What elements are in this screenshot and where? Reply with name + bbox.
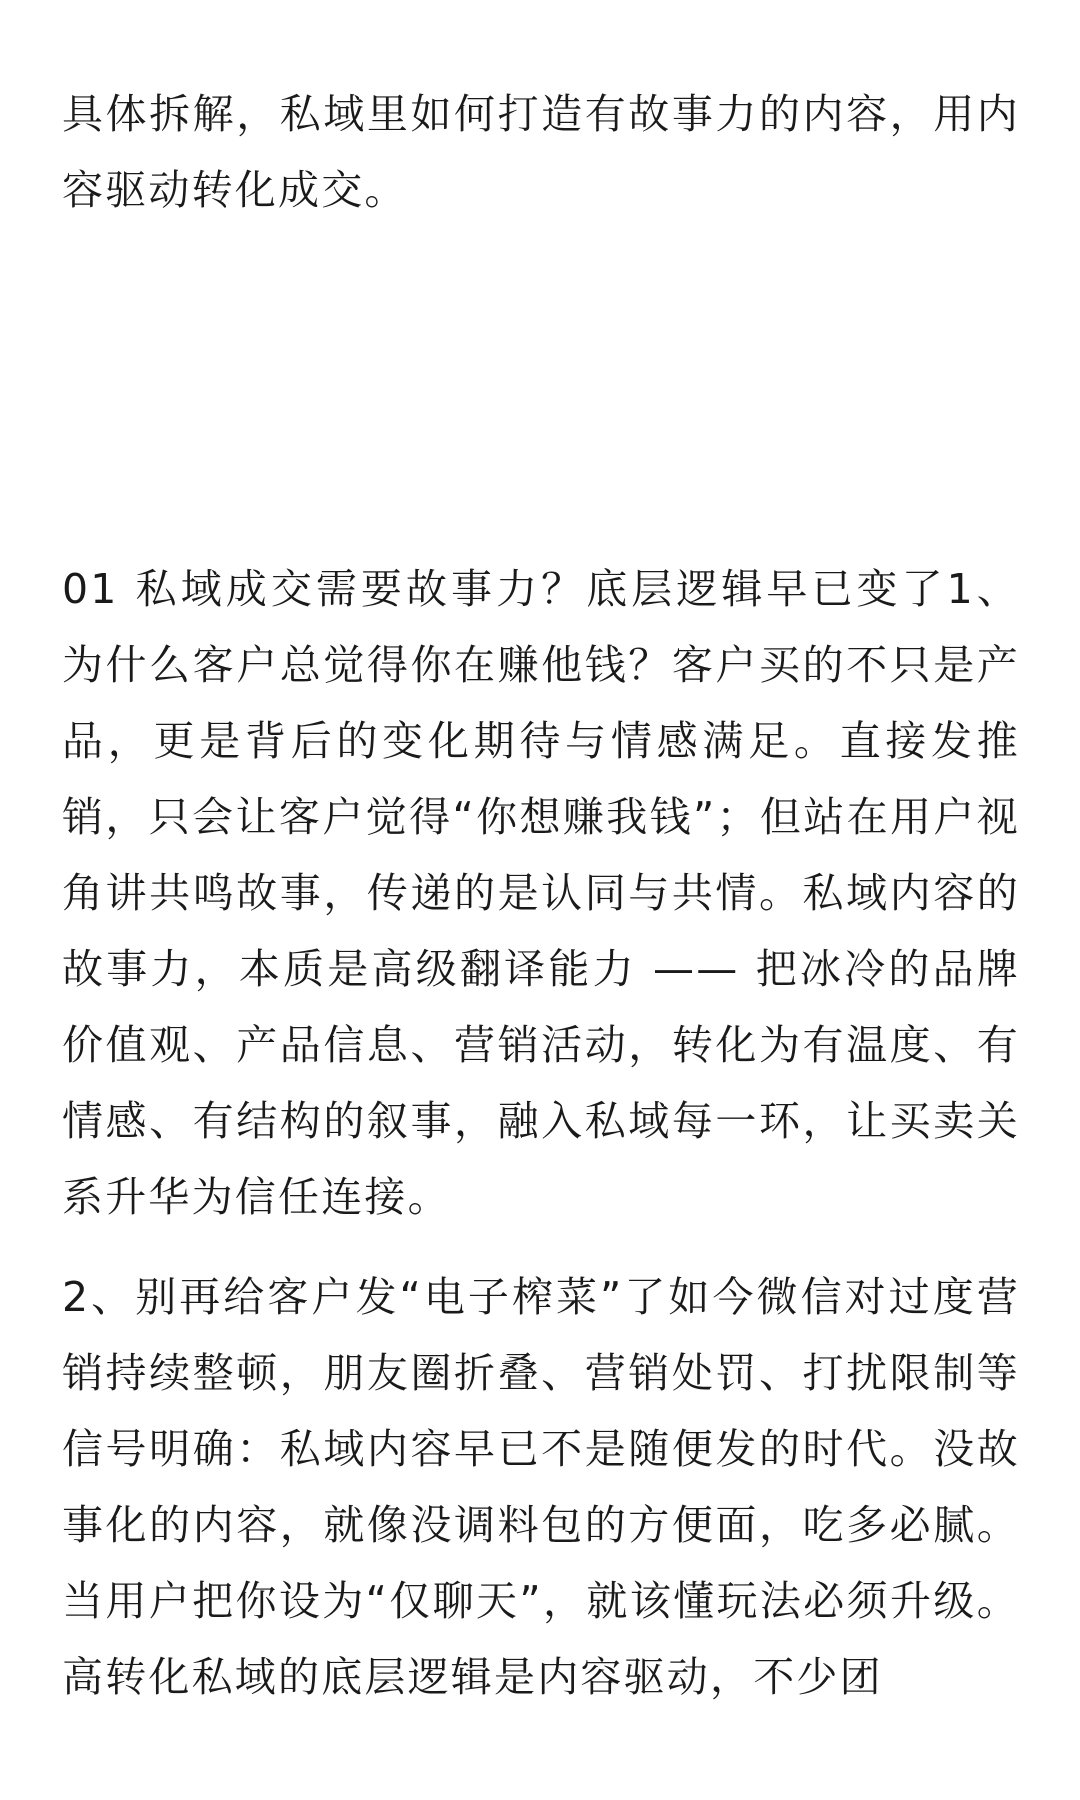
section-01-paragraph: 01 私域成交需要故事力？底层逻辑早已变了1、为什么客户总觉得你在赚他钱？客户买的不只是产品，更是背后的变化期待与情感满足。直接发推销，只会让客户觉得“你想赚我钱”；但站在用户视角讲共鸣故事，传递的是认同与共情。私域内容的故事力，本质是高级翻译能力 —— 把冰冷的品牌价值观、产品信息、营销活动，转化为有温度、有情感、有结构的叙事，融入私域每一环，让买卖关系升华为信任连接。 [62,565,1020,1221]
article-body [62,76,1020,1715]
point-2-paragraph: 2、别再给客户发“电子榨菜”了如今微信对过度营销持续整顿，朋友圈折叠、营销处罚、打扰限制等信号明确：私域内容早已不是随便发的时代。没故事化的内容，就像没调料包的方便面，吃多必腻。当用户把你设为“仅聊天”，就该懂玩法必须升级。高转化私域的底层逻辑是内容驱动，不少团 [62,1273,1020,1701]
intro-paragraph: 具体拆解，私域里如何打造有故事力的内容，用内容驱动转化成交。 [62,90,1020,214]
